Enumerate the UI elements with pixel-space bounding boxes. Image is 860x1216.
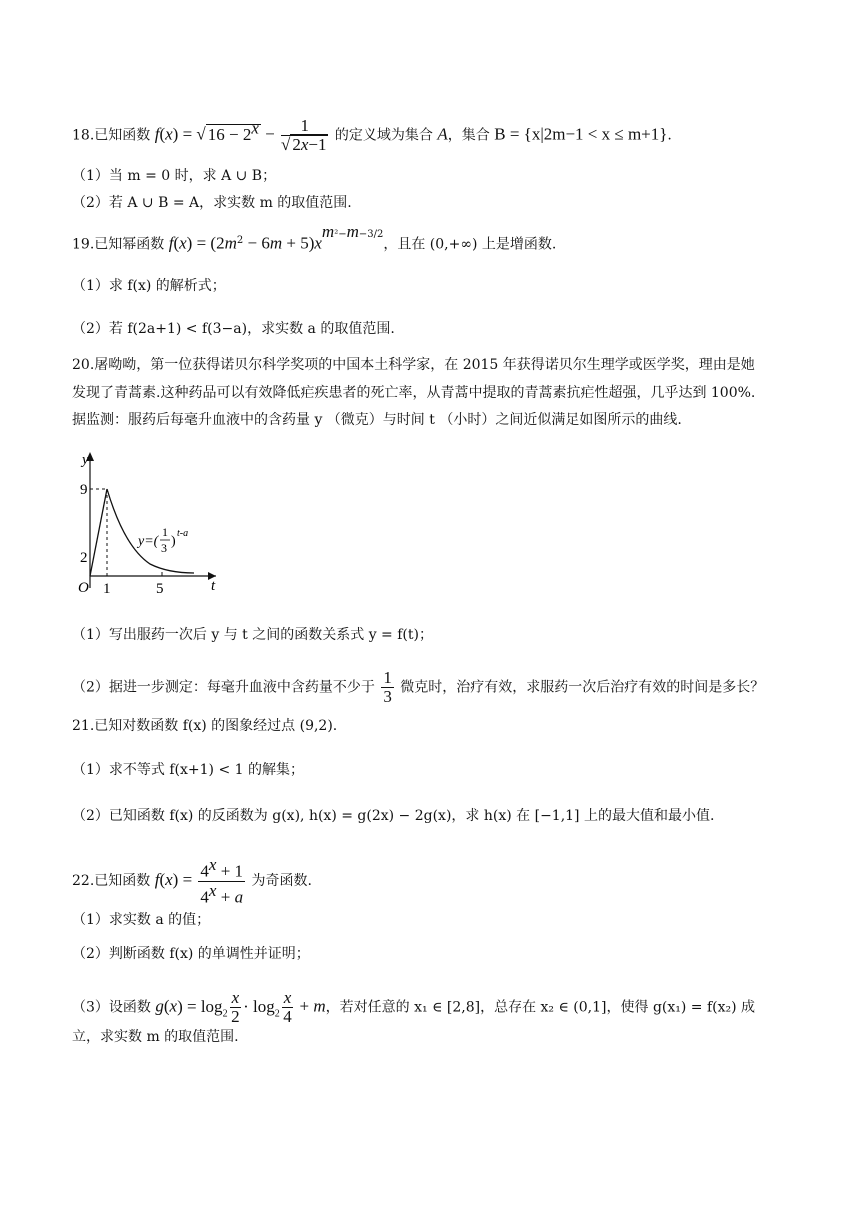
tick-5: 5 (156, 581, 164, 597)
p22-stem-post: 为奇函数. (247, 873, 312, 890)
p18-stem-mid: 的定义域为集合 (330, 127, 438, 144)
p18-stem: 18.已知函数 f(x) = √ $16 - 2^x$ − $\frac{1}{√ 2x-1}$ 的定义域为集合 A，集合 B = {x|2m−1 < x ≤ m+1}. (72, 116, 672, 154)
p19-sub1: （1）求 f(x) 的解析式； (72, 278, 226, 294)
curve-formula-paren: ) (171, 534, 176, 549)
p18-stem-pre: 18.已知函数 (72, 127, 155, 144)
rise-segment (90, 489, 107, 576)
p22-stem: 22.已知函数 f(x) = $\frac{4^x + 1}{4^x + a}$ 为奇函数. (72, 855, 312, 907)
p18-sub1: （1）当 m = 0 时，求 A ∪ B； (72, 168, 277, 184)
tick-9: 9 (80, 482, 88, 498)
tick-2: 2 (80, 550, 88, 566)
p20-sub1: （1）写出服药一次后 y 与 t 之间的函数关系式 y = f(t)； (72, 627, 433, 643)
p21-sub2: （2）已知函数 f(x) 的反函数为 g(x), h(x) = g(2x) − 2g(x)，求 h(x) 在 [−1,1] 上的最大值和最小值. (72, 808, 715, 824)
p22-stem-pre: 22.已知函数 (72, 873, 155, 890)
p22-sub1: （1）求实数 a 的值； (72, 912, 211, 928)
p20-line1: 20.屠呦呦，第一位获得诺贝尔科学奖项的中国本土科学家，在 2015 年获得诺贝尔生理学或医学奖，理由是她 (72, 357, 755, 373)
curve-formula-y: y=( (138, 534, 159, 549)
p22-sub3: （3）设函数 $g(x) = \log_2$ $\frac{x}{2}$ · $\log_2$ $\frac{x}{4}$ + m，若对任意的 x₁ ∈ [2,8]，总存在 x₂ ∈ (0,1]，使得 g(x₁) = f(x₂) 成 (72, 988, 756, 1026)
p20-sub2-pre: （2）据进一步测定：每毫升血液中含药量不少于 (72, 679, 380, 696)
p22-sub3-line2: 立，求实数 m 的取值范围. (72, 1029, 239, 1045)
p18-setB: B = {x|2m−1 < x ≤ m+1} (494, 124, 668, 144)
p21-sub1: （1）求不等式 f(x+1) < 1 的解集； (72, 762, 304, 778)
t-label: t (211, 578, 216, 594)
p20-sub2: （2）据进一步测定：每毫升血液中含药量不少于 $\frac{1}{3}$ 微克时，治疗有效，求服药一次后治疗有效的时间是多长？ (72, 668, 765, 706)
p18-fraction: $\frac{1}{√ 2x-1}$ (281, 116, 327, 154)
p22-sub3-pre: （3）设函数 (72, 999, 156, 1016)
curve-formula-num: 1 (162, 525, 168, 539)
p20-graph (66, 448, 226, 598)
p18-setA: A (437, 124, 448, 144)
p19-stem-post: ，且在 (0,+∞) 上是增函数. (383, 236, 557, 253)
y-label: y (82, 452, 89, 468)
p21-stem: 21.已知对数函数 f(x) 的图象经过点 (9,2). (72, 718, 338, 734)
p19-stem-pre: 19.已知幂函数 (72, 236, 169, 253)
p19-sub2: （2）若 f(2a+1) < f(3−a)，求实数 a 的取值范围. (72, 321, 395, 337)
p18-sub2: （2）若 A ∪ B = A，求实数 m 的取值范围. (72, 195, 352, 211)
curve-formula-exp: t-a (177, 528, 189, 539)
p22-sub2: （2）判断函数 f(x) 的单调性并证明； (72, 946, 310, 962)
origin-label: O (78, 580, 89, 596)
p19-stem: 19.已知幂函数 $f(x) = (2m^2 - 6m + 5)x^{m^2-m-3/2}$，且在 (0,+∞) 上是增函数. (72, 222, 557, 253)
p18-stem-post: ，集合 (447, 127, 495, 144)
p22-sub3-post: ，若对任意的 x₁ ∈ [2,8]，总存在 x₂ ∈ (0,1]，使得 g(x₁) = f(x₂) 成 (325, 999, 756, 1016)
p20-sub2-post: 微克时，治疗有效，求服药一次后治疗有效的时间是多长？ (395, 679, 765, 696)
curve-formula-den: 3 (161, 541, 167, 555)
p20-line2: 发现了青蒿素.这种药品可以有效降低疟疾患者的死亡率，从青蒿中提取的青蒿素抗疟性超强，几乎达到 100%. (72, 385, 756, 401)
p20-line3: 据监测：服药后每毫升血液中的含药量 y （微克）与时间 t （小时）之间近似满足如图所示的曲线. (72, 412, 682, 428)
tick-1: 1 (103, 581, 111, 597)
